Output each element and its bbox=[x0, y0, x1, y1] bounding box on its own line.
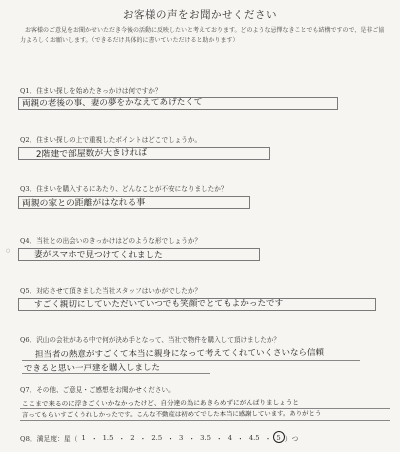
question-6-label: Q6．沢山の会社がある中で何が決め手となって、当社で物件を購入して頂けましたか？ bbox=[20, 336, 281, 344]
question-2 bbox=[20, 135, 390, 160]
page-title: お客様の声をお聞かせください bbox=[123, 9, 277, 21]
rating-option-value: 5 bbox=[276, 434, 281, 442]
rating-option-value: 1.5 bbox=[102, 434, 114, 442]
question-5-answer: すごく親切にしていただいていつでも笑顔でとてもよかったです bbox=[33, 298, 284, 310]
question-3 bbox=[20, 184, 390, 209]
question-7-answer-line-2: 言ってもらいすごくうれしかったです。こんな不動産は初めてでした本当に感謝しています。ありがとう bbox=[21, 409, 322, 419]
rating-option-value: 2.5 bbox=[151, 434, 163, 442]
question-7-label: Q7．その他、ご意見・ご感想をお聞かせください。 bbox=[20, 386, 175, 394]
satisfaction-rating: Q8．満足度：星（ 1 ・ 1.5 ・ 2 ・ 2.5 ・ 3 ・ 3.5 ・ 4 ・ 4.5 ・ 5 ）つ bbox=[20, 433, 392, 443]
question-6 bbox=[20, 335, 390, 374]
question-3-answer: 両親の家との距離がはなれる事 bbox=[21, 197, 146, 209]
rating-option[interactable] bbox=[228, 434, 232, 442]
question-1-label: Q1．住まい探しを始めたきっかけは何ですか？ bbox=[20, 87, 162, 95]
intro-paragraph: お客様のご意見をお聞かせいただき今後の活動に反映したいと考えております。どのような忌憚なきことでも結構ですので、是非ご協力よろしくお願いします。（できるだけ具体的に書いていただけると助かります） bbox=[20, 27, 385, 44]
question-6-underline-2 bbox=[22, 373, 210, 374]
rating-option[interactable] bbox=[179, 434, 183, 442]
rating-option-value: 2 bbox=[130, 434, 135, 442]
rating-label: Q8．満足度：星（ bbox=[20, 435, 78, 443]
rating-option-value: 3.5 bbox=[200, 434, 211, 442]
rating-option[interactable] bbox=[103, 434, 114, 442]
rating-option-value: 4.5 bbox=[248, 434, 260, 442]
question-5-label: Q5．対応させて頂きました当社スタッフはいかがでしたか？ bbox=[20, 287, 202, 295]
rating-option[interactable] bbox=[81, 434, 85, 442]
rating-option[interactable] bbox=[130, 434, 134, 442]
question-5 bbox=[20, 286, 390, 310]
question-1-answer: 両親の老後の事、妻の夢をかなえてあげたくて bbox=[21, 97, 203, 109]
question-3-label: Q3．住まいを購入するにあたり、どんなことが不安になりましたか？ bbox=[20, 185, 228, 193]
question-7-answer-line-1: ここまで来るのに浮きごくいかなかったけど、自分達の為にあきらめずにがんばりましょうと bbox=[21, 398, 299, 408]
rating-option[interactable] bbox=[151, 434, 162, 442]
question-7 bbox=[20, 385, 390, 419]
rating-option-value: 4 bbox=[227, 434, 233, 442]
intro-text bbox=[20, 26, 388, 46]
rating-option-selected[interactable] bbox=[276, 434, 280, 442]
question-2-answer: 2階建で部屋数が大きければ bbox=[35, 148, 148, 160]
selected-circle-mark bbox=[273, 431, 285, 443]
rating-option[interactable] bbox=[200, 434, 211, 442]
margin-hole-mark: ○ bbox=[6, 248, 11, 254]
question-7-underline-2 bbox=[20, 420, 390, 421]
rating-option-value: 3 bbox=[178, 434, 184, 442]
rating-option-value: 1 bbox=[81, 434, 86, 442]
question-1 bbox=[20, 86, 390, 109]
rating-option[interactable] bbox=[249, 434, 260, 442]
question-4 bbox=[6, 236, 390, 261]
rating-suffix: ）つ bbox=[284, 435, 299, 443]
question-4-answer: 妻がスマホで見つけてくれました bbox=[33, 250, 163, 261]
question-4-label: Q4．当社との出会いのきっかけはどのような形でしょうか？ bbox=[20, 237, 202, 245]
question-6-answer-line-1: 担当者の熱意がすごくて本当に親身になって考えてくれていくさいなら信頼 bbox=[34, 347, 325, 360]
question-2-label: Q2．住まい探しの上で重視したポイントはどこでしょうか。 bbox=[20, 136, 202, 144]
question-6-answer-line-2: できると思い一戸建を購入しました bbox=[23, 363, 161, 374]
